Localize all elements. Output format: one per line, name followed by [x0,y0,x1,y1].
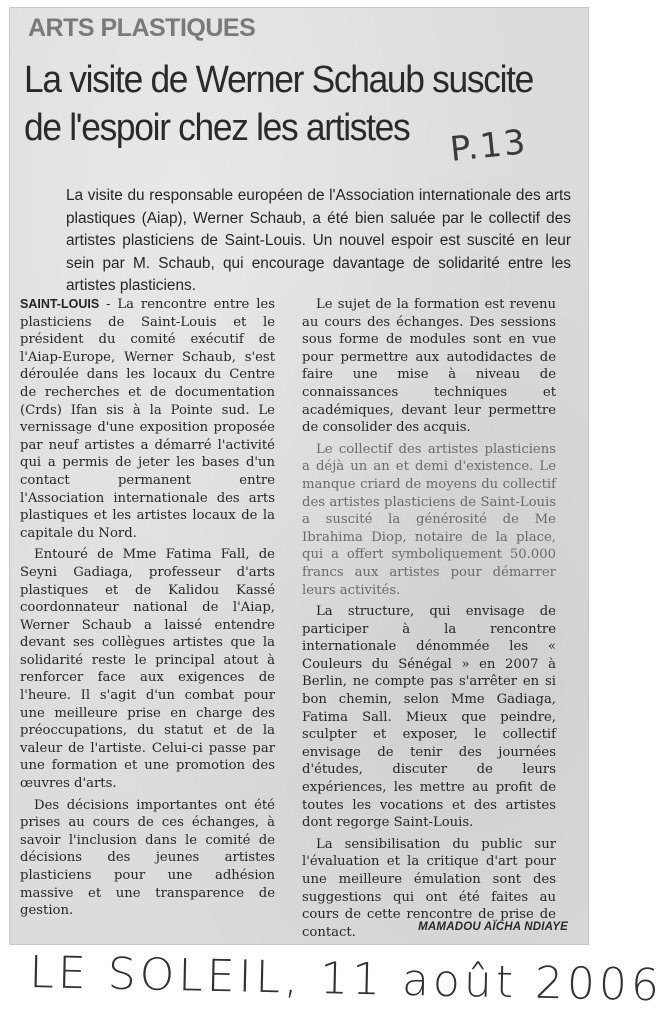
article-chapeau: La visite du responsable européen de l'Association internationale des arts plastiques (Aiap), Werner Schaub, a été bien saluée par le collectif des artistes plasticiens de Saint-Louis. Un nouvel espoir est suscité en leur sein par M. Schaub, qui encourage davantage de solidarité entre les artistes plasticiens. [66,187,571,294]
article-paragraph: Le sujet de la formation est revenu au cours des échanges. Des sessions sous forme de modules sont en vue pour permettre aux autodidactes de faire une mise à niveau de connaissances techniques et académiques, devant leur permettre de consolider des acquis. [302,297,556,436]
article-column-left [20,296,275,924]
dateline: SAINT-LOUIS [20,297,100,311]
paragraph-text: - La rencontre entre les plasticiens de Saint-Louis et le président du comité exécutif de l'Aiap-Europe, Werner Schaub, s'est déroulée dans les locaux du Centre de recherches et de documentation (Crds) Ifan sis à la Pointe sud. Le vernissage d'une exposition proposée par neuf artistes a démarré l'activité qui a permis de jeter les bases d'un contact permanent entre l'Association internationale des arts plastiques et les artistes locaux de la capitale du Nord. [20,297,275,541]
article-column-right [302,296,556,945]
article-paragraph: Le collectif des artistes plasticiens a déjà un an et demi d'existence. Le manque criard de moyens du collectif des artistes plasticiens de Saint-Louis a suscité la générosité de Me Ibrahima Diop, notaire de la place, qui a offert symboliquement 50.000 francs aux artistes pour démarrer leurs activités. [302,441,556,598]
article-byline: MAMADOU AÏCHA NDIAYE [418,921,568,933]
article-paragraph: Des décisions importantes ont été prises au cours de ces échanges, à savoir l'inclusion dans le comité de décisions des jeunes artistes plasticiens pour une adhésion massive et une transparence de gestion. [20,797,275,919]
newspaper-clipping [10,8,588,944]
handwritten-page-mark: P.13 [448,122,530,170]
article-paragraph [20,296,275,542]
article-paragraph: La sensibilisation du public sur l'évaluation et la critique d'art pour une meilleure émulation sont des suggestions qui ont été faites au cours de cette rencontre de prise de contact. [302,836,556,940]
article-headline: La visite de Werner Schaub suscite de l'espoir chez les artistes [24,59,534,149]
article-paragraph: La structure, qui envisage de participer à la rencontre internationale dénommée les « Couleurs du Sénégal » en 2007 à Berlin, ne compte pas s'arrêter en si bon chemin, selon Mme Gadiaga, Fatima Sall. Mieux que peindre, sculpter et exposer, le collectif envisage de tenir des journées d'études, discuter de leurs expériences, les mettre au profit de toutes les vocations et des artistes dont regorge Saint-Louis. [302,604,556,831]
handwritten-source-note: LE SOLEIL, 11 août 2006 [28,947,663,1012]
article-paragraph: Entouré de Mme Fatima Fall, de Seyni Gadiaga, professeur d'arts plastiques et de Kalidou Kassé coordonnateur national de l'Aiap, Werner Schaub a laissé entendre devant ses collègues artistes que la solidarité reste le principal atout à renforcer face aux exigences de l'heure. Il s'agit d'un combat pour une meilleure prise en charge des préoccupations, du statut et de la valeur de l'artiste. Celui-ci passe par une formation et une promotion des œuvres d'arts. [20,547,275,792]
section-rubric: ARTS PLASTIQUES [28,14,256,42]
